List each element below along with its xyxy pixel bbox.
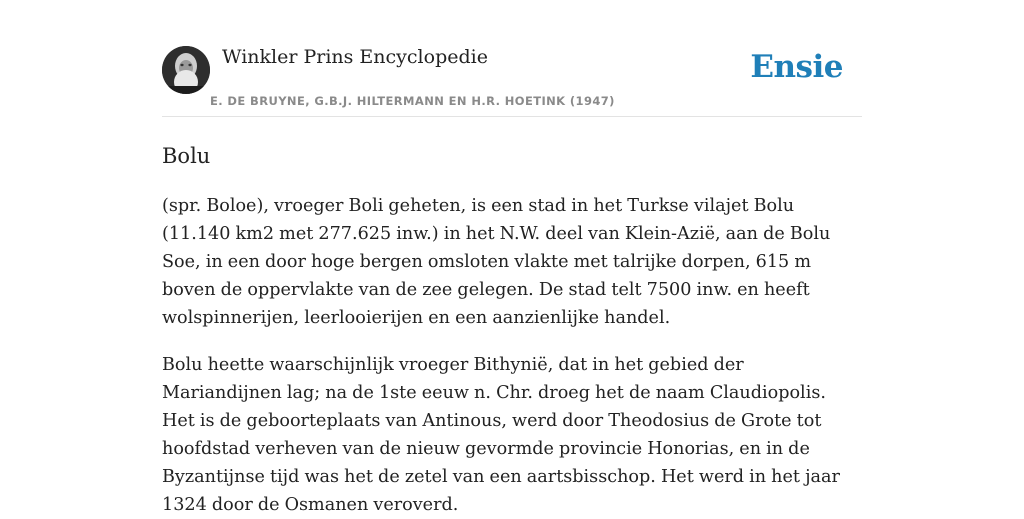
page [162,0,862,519]
authors-line: E. DE BRUYNE, G.B.J. HILTERMANN EN H.R. HOETINK (1947) [210,94,615,108]
author-avatar [162,46,210,94]
encyclopedia-title: Winkler Prins Encyclopedie [222,46,488,68]
article-paragraph: Bolu heette waarschijnlijk vroeger Bithynië, dat in het gebied der Mariandijnen lag; na de 1ste eeuw n. Chr. droeg het de naam Claudiopolis. Het is de geboorteplaats van Antinous, werd door Theodosius de Grote tot hoofdstad verheven van de nieuw gevormde provincie Honorias, en in de Byzantijnse tijd was het de zetel van een aartsbisschop. Het werd in het jaar 1324 door de Osmanen veroverd. [162,355,840,515]
article-title: Bolu [162,144,211,168]
ensie-logo-link[interactable]: Ensie [750,49,843,85]
article-paragraph: (spr. Boloe), vroeger Boli geheten, is een stad in het Turkse vilajet Bolu (11.140 km2 met 277.625 inw.) in het N.W. deel van Klein-Azië, aan de Bolu Soe, in een door hoge bergen omsloten vlakte met talrijke dorpen, 615 m boven de oppervlakte van de zee gelegen. De stad telt 7500 inw. en heeft wolspinnerijen, leerlooierijen en een aanzienlijke handel. [162,196,831,328]
header [162,0,862,117]
author-portrait-icon [162,46,210,94]
